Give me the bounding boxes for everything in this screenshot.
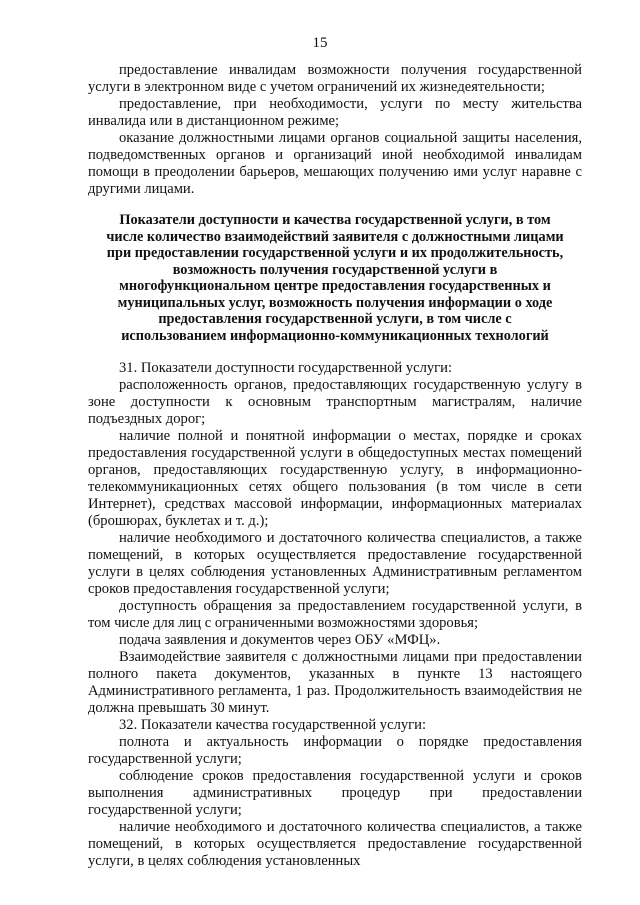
paragraph-accessibility: доступность обращения за предоставлением государственной услуги, в том числе для лиц с ограниченными возможностями здоровья; (88, 598, 582, 631)
heading-line: числе количество взаимодействий заявителя с должностными лицами (106, 228, 564, 245)
heading-line: многофункциональном центре предоставления государственных и (119, 278, 551, 294)
item-31-title: 31. Показатели доступности государственной услуги: (119, 360, 453, 376)
item-32-title: 32. Показатели качества государственной услуги: (119, 717, 427, 733)
paragraph-specialists-quality: наличие необходимого и достаточного количества специалистов, а также помещений, в которых осуществляется предоставление государственной услуги, в целях соблюдения установленных (88, 819, 582, 869)
paragraph-information: наличие полной и понятной информации о местах, порядке и сроках предоставления государственной услуги в общедоступных местах помещений органов, предоставляющих государственную услугу, в информационно-телекоммуникационных сетях общего пользования (в том числе в сети Интернет), средствах массовой информации, информационных материалах (брошюрах, буклетах и т. д.); (88, 428, 582, 529)
heading-line: Показатели доступности и качества государственной услуги, в том (119, 212, 551, 228)
paragraph-disability-electronic: предоставление инвалидам возможности получения государственной услуги в электронном виде с учетом ограничений их жизнедеятельности; (88, 62, 582, 95)
heading-line: при предоставлении государственной услуги и их продолжительность, (106, 245, 564, 261)
paragraph-mfc: подача заявления и документов через ОБУ «МФЦ». (119, 632, 441, 648)
paragraph-location: расположенность органов, предоставляющих государственную услугу в зоне доступности к основным транспортным магистралям, наличие подъездных дорог; (88, 377, 582, 427)
paragraph-interaction: Взаимодействие заявителя с должностными лицами при предоставлении полного пакета документов, указанных в пункте 13 настоящего Административного регламента, 1 раз. Продолжительность взаимодействия не должна превышать 30 минут. (88, 649, 582, 716)
page-number: 15 (312, 35, 328, 51)
paragraph-specialists: наличие необходимого и достаточного количества специалистов, а также помещений, в которых осуществляется предоставление государственной услуги в целях соблюдения установленных Административным регламентом сроков предоставления государственной услуги; (88, 530, 582, 597)
paragraph-disability-assistance: оказание должностными лицами органов социальной защиты населения, подведомственных органов и организаций иной необходимой инвалидам помощи в преодолении барьеров, мешающих получению ими услуг наравне с другими лицами. (88, 130, 582, 197)
section-heading (88, 212, 582, 344)
paragraph-completeness: полнота и актуальность информации о порядке предоставления государственной услуги; (88, 734, 582, 767)
heading-line: возможность получения государственной услуги в (172, 261, 498, 278)
document-body (88, 62, 582, 870)
heading-line: предоставления государственной услуги, в том числе с (158, 311, 512, 327)
heading-line: муниципальных услуг, возможность получения информации о ходе (117, 294, 553, 311)
paragraph-deadlines: соблюдение сроков предоставления государственной услуги и сроков выполнения административных процедур при предоставлении государственной услуги; (88, 768, 582, 818)
paragraph-disability-remote: предоставление, при необходимости, услуги по месту жительства инвалида или в дистанционном режиме; (88, 96, 582, 129)
heading-line: использованием информационно-коммуникационных технологий (121, 327, 549, 344)
